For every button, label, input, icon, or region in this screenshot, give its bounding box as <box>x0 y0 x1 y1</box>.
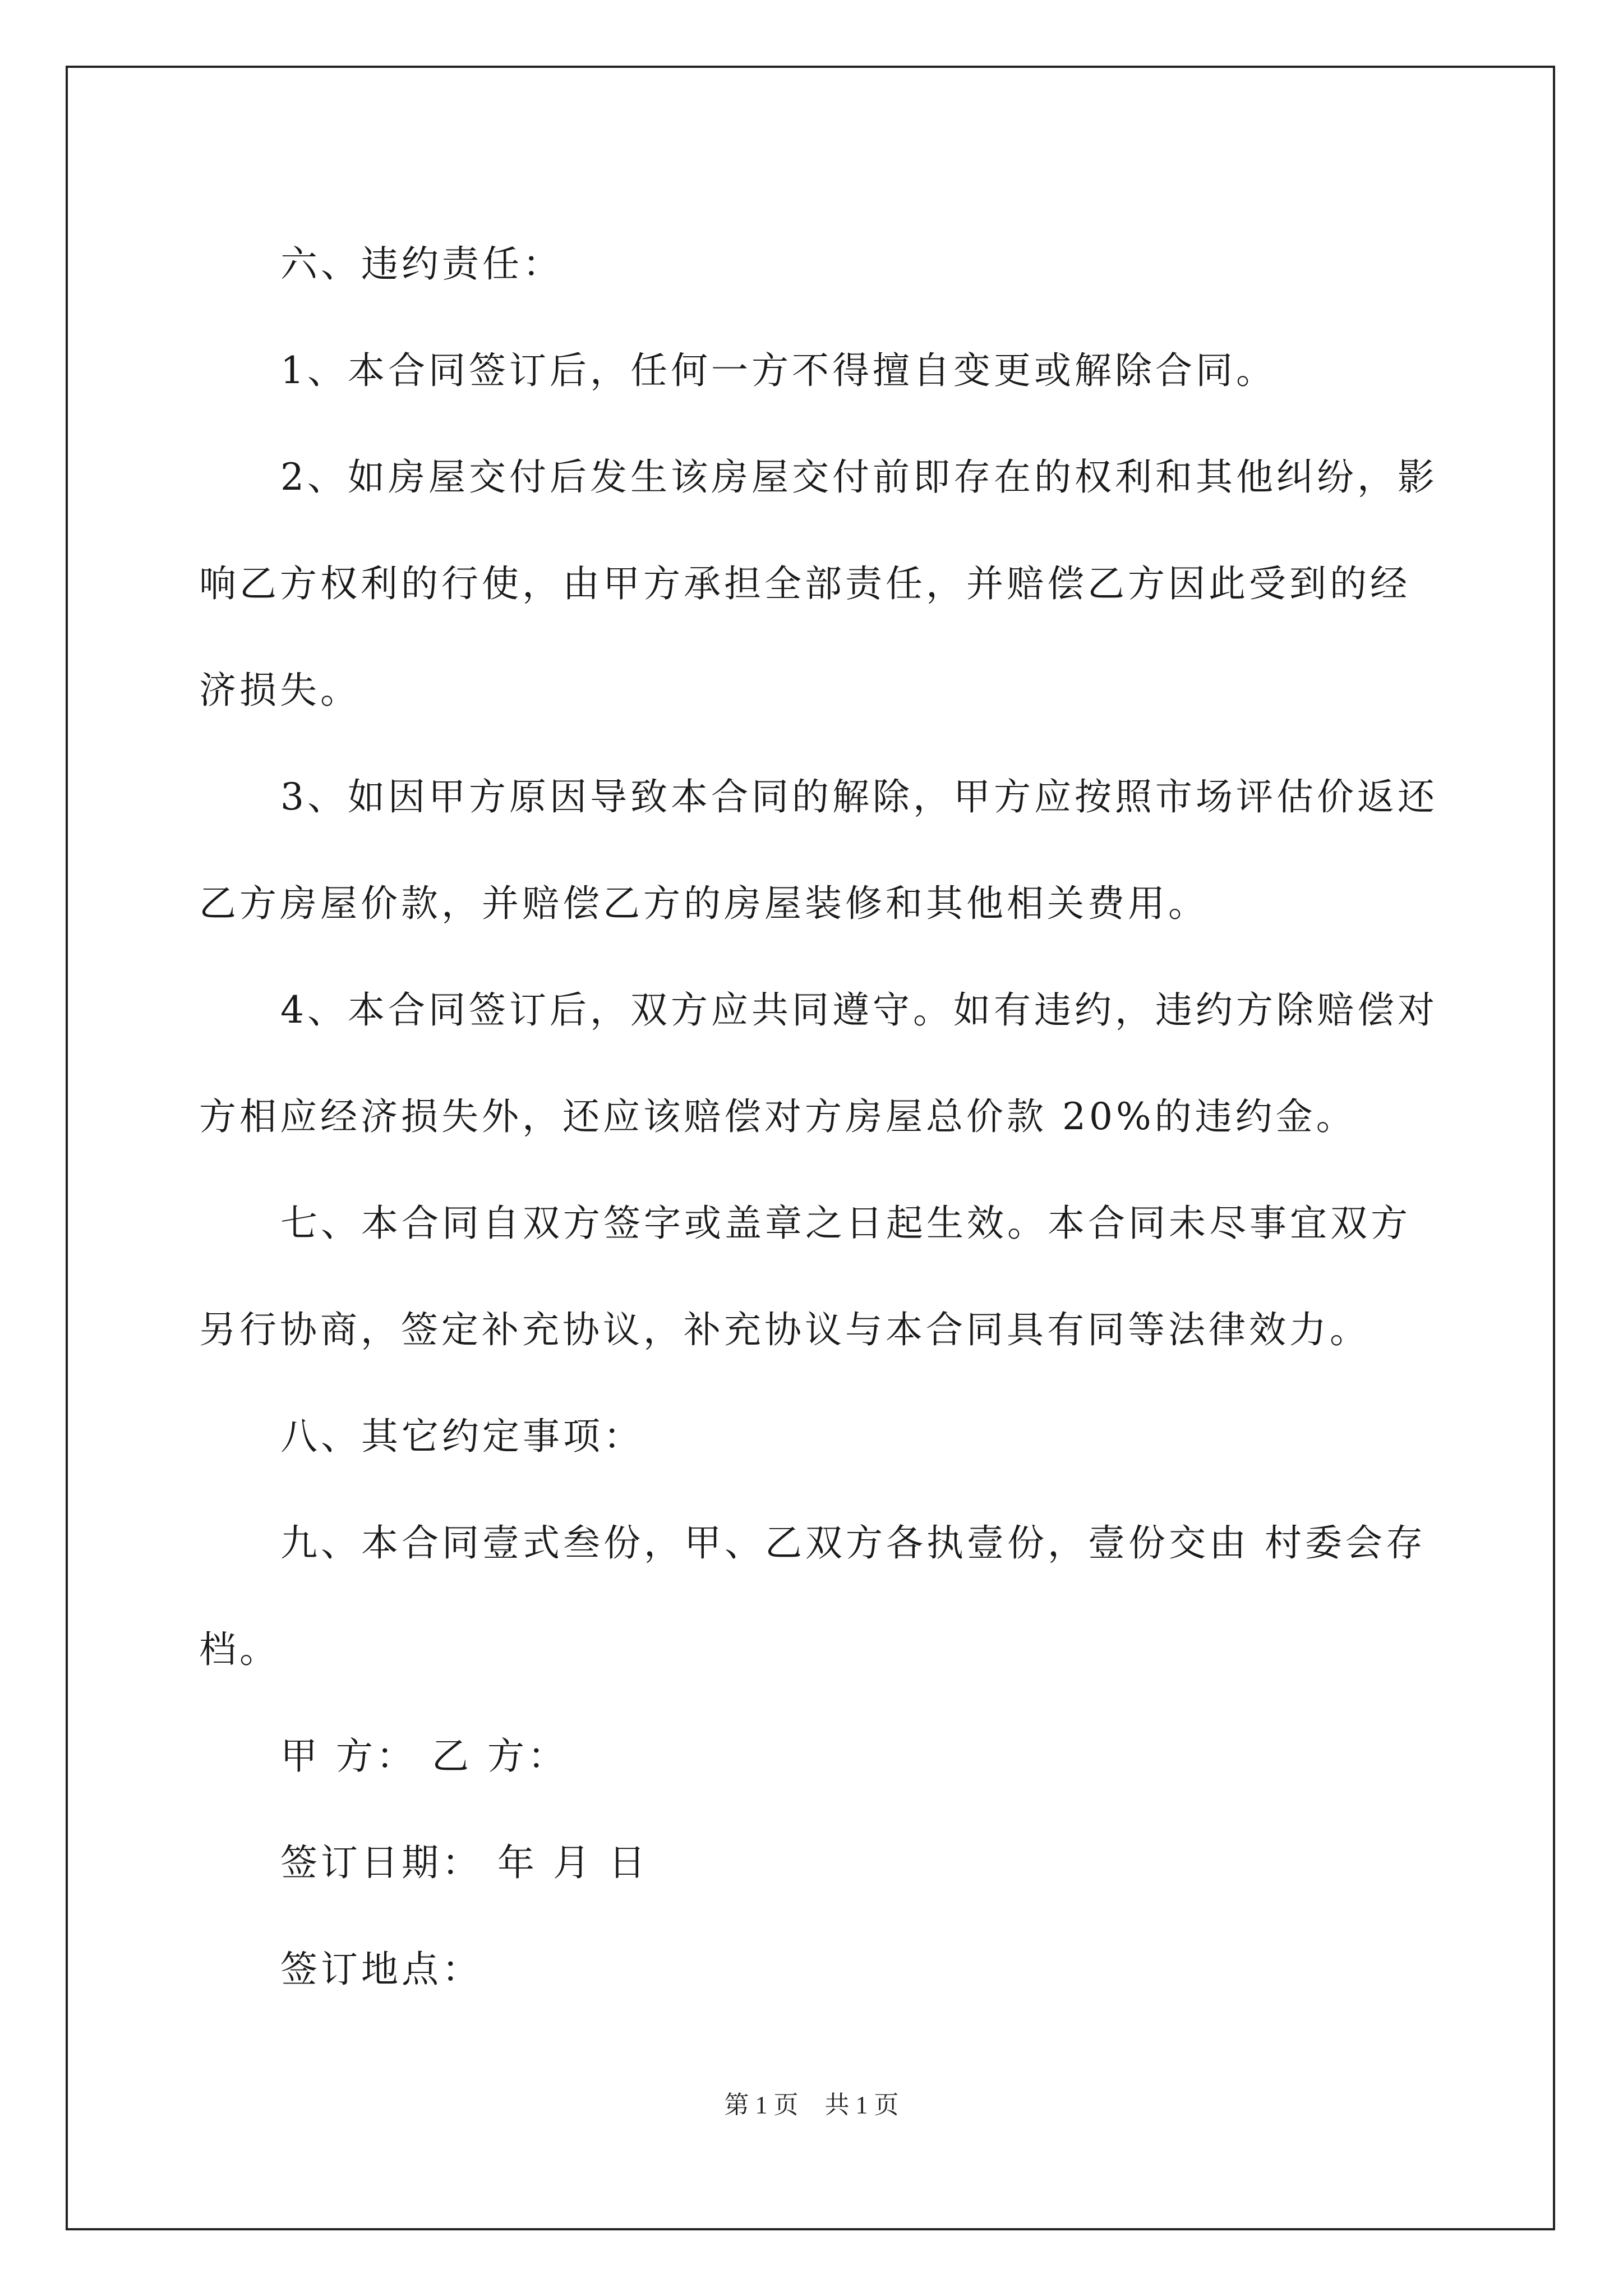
signing-date-line: 签订日期： 年 月 日 <box>280 1841 649 1884</box>
clause-6-3-line-2: 乙方房屋价款，并赔偿乙方的房屋装修和其他相关费用。 <box>199 882 1209 925</box>
clause-6-3-line-1: 3、如因甲方原因导致本合同的解除，甲方应按照市场评估价返还 <box>280 775 1438 818</box>
party-signature-line: 甲 方： 乙 方： <box>280 1734 568 1778</box>
page-total: 共 1 页 <box>824 2091 899 2119</box>
clause-6-1: 1、本合同签订后，任何一方不得擅自变更或解除合同。 <box>280 349 1276 392</box>
clause-6-2-line-3: 济损失。 <box>199 669 361 712</box>
clause-6-4-line-2: 方相应经济损失外，还应该赔偿对方房屋总价款 20%的违约金。 <box>199 1095 1357 1138</box>
section-9-line-2: 档。 <box>199 1628 280 1671</box>
page-number: 第 1 页 <box>724 2091 799 2119</box>
section-7-line-2: 另行协商，签定补充协议，补充协议与本合同具有同等法律效力。 <box>199 1308 1370 1351</box>
clause-6-2-line-2: 响乙方权利的行使，由甲方承担全部责任，并赔偿乙方因此受到的经 <box>199 562 1410 605</box>
page-footer <box>0 2085 1623 2120</box>
clause-6-2-line-1: 2、如房屋交付后发生该房屋交付前即存在的权利和其他纠纷，影 <box>280 455 1438 499</box>
section-6-heading: 六、违约责任： <box>280 242 563 286</box>
clause-6-4-line-1: 4、本合同签订后，双方应共同遵守。如有违约，违约方除赔偿对 <box>280 988 1438 1032</box>
section-7-line-1: 七、本合同自双方签字或盖章之日起生效。本合同未尽事宜双方 <box>280 1202 1411 1245</box>
section-8-heading: 八、其它约定事项： <box>280 1415 644 1458</box>
signing-place-line: 签订地点： <box>280 1948 482 1991</box>
section-9-line-1: 九、本合同壹式叁份，甲、乙双方各执壹份，壹份交由 村委会存 <box>280 1521 1426 1565</box>
document-body <box>199 211 1438 2023</box>
